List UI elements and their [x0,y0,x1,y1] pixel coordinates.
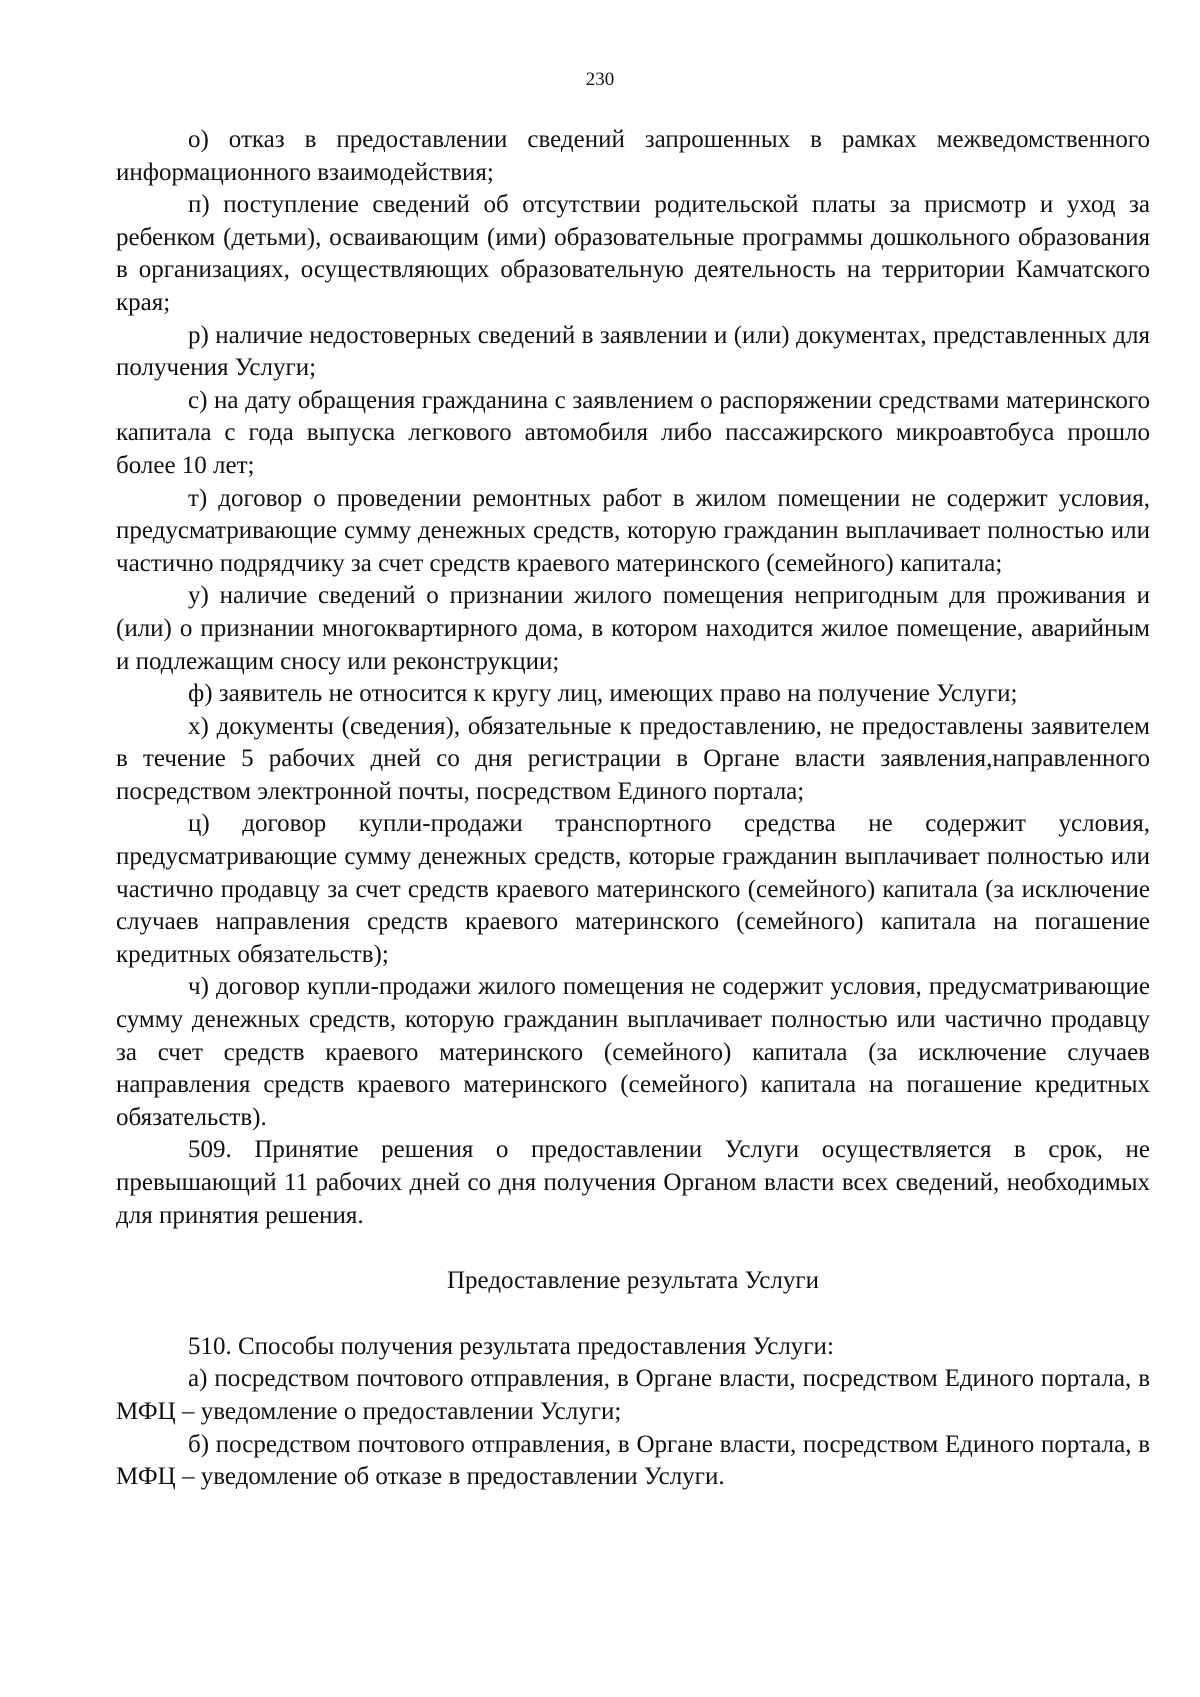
section-spacer-top [116,1232,1150,1265]
paragraph-p: п) поступление сведений об отсутствии родительской платы за присмотр и уход за ребенком (детьми), осваивающим (ими) образовательные программы дошкольного образования в организациях, осуществляющих образовательную деятельность на территории Камчатского края; [116,191,1150,316]
page-number: 230 [585,69,615,90]
section-heading: Предоставление результата Услуги [447,1267,819,1295]
paragraph-r: р) наличие недостоверных сведений в заявлении и (или) документах, представленных для получения Услуги; [116,321,1150,382]
paragraph-510: 510. Способы получения результата предоставления Услуги: [188,1332,834,1360]
paragraph-u: у) наличие сведений о признании жилого помещения непригодным для проживания и (или) о признании многоквартирного дома, в котором находится жилое помещение, аварийным и подлежащим сносу или реконструкции; [116,582,1150,675]
paragraph-t: т) договор о проведении ремонтных работ в жилом помещении не содержит условия, предусматривающие сумму денежных средств, которую гражданин выплачивает полностью или частично подрядчику за счет средств краевого материнского (семейного) капитала; [116,484,1150,577]
paragraph-ch: ч) договор купли-продажи жилого помещения не содержит условия, предусматривающие сумму денежных средств, которую гражданин выплачивает полностью или частично продавцу за счет средств краевого материнского (семейного) капитала (за исключение случаев направления средств краевого материнского (семейного) капитала на погашение кредитных обязательств). [116,973,1150,1131]
document-body [116,124,1150,1494]
paragraph-509: 509. Принятие решения о предоставлении Услуги осуществляется в срок, не превышающий 11 рабочих дней со дня получения Органом власти всех сведений, необходимых для принятия решения. [116,1136,1150,1229]
paragraph-ts: ц) договор купли-продажи транспортного средства не содержит условия, предусматривающие сумму денежных средств, которые гражданин выплачивает полностью или частично продавцу за счет средств краевого материнского (семейного) капитала (за исключение случаев направления средств краевого материнского (семейного) капитала на погашение кредитных обязательств); [116,810,1150,968]
paragraph-510-b: б) посредством почтового отправления, в Органе власти, посредством Единого портала, в МФЦ – уведомление об отказе в предоставлении Услуги. [116,1430,1150,1491]
section-spacer-bottom [116,1298,1150,1331]
paragraph-510-a: а) посредством почтового отправления, в Органе власти, посредством Единого портала, в МФЦ – уведомление о предоставлении Услуги; [116,1365,1150,1425]
paragraph-kh: х) документы (сведения), обязательные к предоставлению, не предоставлены заявителем в течение 5 рабочих дней со дня регистрации в Органе власти заявления,направленного посредством электронной почты, посредством Единого портала; [116,712,1150,805]
paragraph-o: о) отказ в предоставлении сведений запрошенных в рамках межведомственного информационного взаимодействия; [116,126,1150,186]
paragraph-f: ф) заявитель не относится к кругу лиц, имеющих право на получение Услуги; [188,680,1018,708]
paragraph-s: с) на дату обращения гражданина с заявлением о распоряжении средствами материнского капитала с года выпуска легкового автомобиля либо пассажирского микроавтобуса прошло более 10 лет; [116,386,1150,479]
